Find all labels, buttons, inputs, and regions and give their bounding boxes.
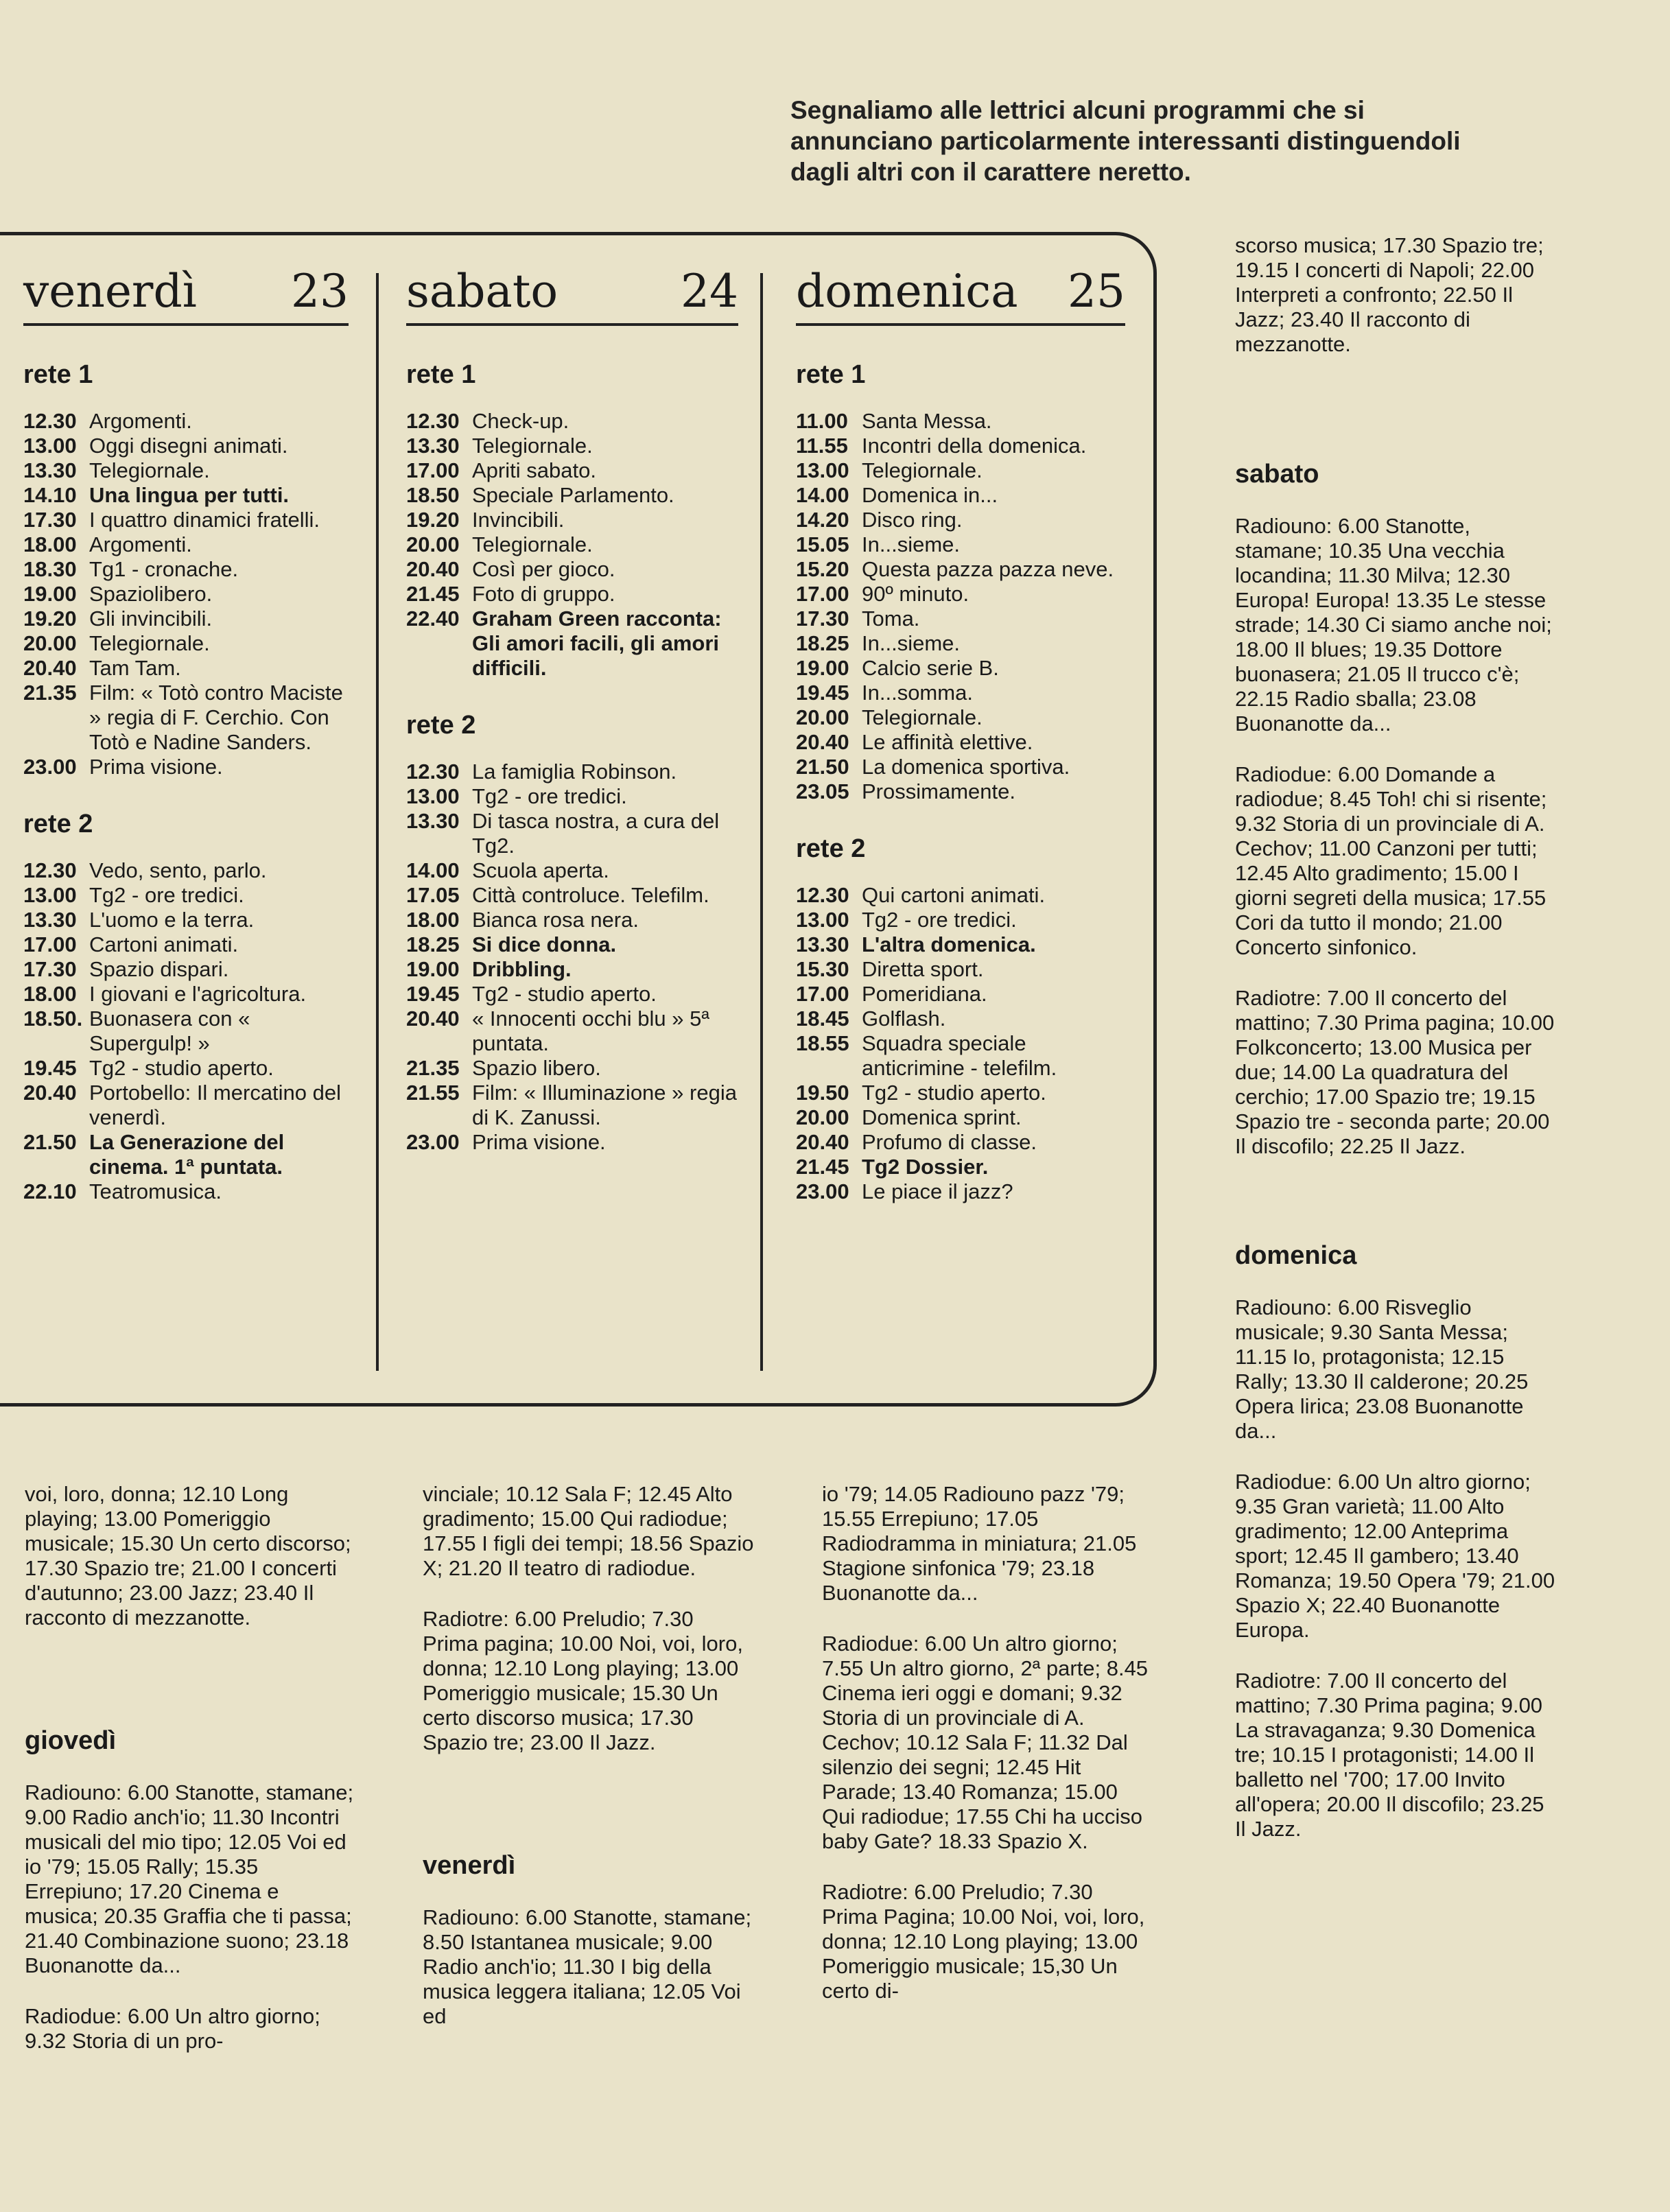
program-title: Diretta sport.	[862, 957, 984, 981]
program-row	[406, 483, 738, 508]
program-time: 19.20	[406, 508, 460, 532]
program-time: 19.50	[796, 1081, 849, 1105]
program-title: Cartoni animati.	[89, 932, 239, 956]
program-row	[406, 982, 738, 1007]
program-time: 23.00	[23, 755, 77, 779]
day-column-sunday	[796, 265, 1125, 1204]
program-row	[23, 1179, 349, 1204]
program-time: 22.10	[23, 1179, 77, 1203]
program-title: Tg2 - ore tredici.	[89, 883, 244, 907]
program-title: Scuola aperta.	[472, 858, 609, 882]
program-time: 20.40	[796, 1130, 849, 1154]
radio-bottom-column-2	[423, 1482, 755, 2055]
program-title: Check-up.	[472, 409, 569, 433]
program-title: Spaziolibero.	[89, 582, 213, 606]
day-name: venerdì	[23, 265, 197, 318]
radio-section-title: sabato	[1235, 460, 1319, 489]
program-row	[796, 532, 1125, 557]
program-title: Portobello: Il mercatino del venerdì.	[89, 1081, 342, 1129]
column-divider	[376, 273, 379, 1371]
program-title: Oggi disegni animati.	[89, 434, 288, 458]
program-time: 17.00	[796, 982, 849, 1006]
program-row	[406, 458, 738, 483]
program-row	[23, 681, 349, 755]
program-title: Apriti sabato.	[472, 458, 596, 482]
program-row	[406, 784, 738, 809]
day-number: 25	[1068, 265, 1125, 318]
radio-bottom-column-1	[25, 1482, 357, 2080]
program-time: 13.30	[406, 809, 460, 833]
program-row	[796, 1179, 1125, 1204]
radio-entry: Radiouno: 6.00 Risveglio musicale; 9.30 Santa Messa; 11.15 Io, protagonista; 12.15 Rally; 13.30 Il calderone; 20.25 Opera lirica; 23.08 Buonanotte da...	[1235, 1295, 1529, 1443]
radio-entry: Radiotre: 6.00 Preludio; 7.30 Prima pagina; 10.00 Noi, voi, loro, donna; 12.10 Long playing; 13.00 Pomeriggio musicale; 15.30 Un certo discorso musica; 17.30 Spazio tre; 23.00 Il Jazz.	[423, 1607, 743, 1754]
radio-continuation-text: scorso musica; 17.30 Spazio tre; 19.15 I concerti di Napoli; 22.00 Interpreti a confronto; 22.50 Il Jazz; 23.40 Il racconto di mezzanotte.	[1235, 233, 1544, 356]
program-time: 18.25	[796, 631, 849, 655]
program-time: 17.30	[23, 508, 77, 532]
program-time: 17.30	[23, 957, 77, 981]
program-time: 13.00	[23, 883, 77, 907]
program-title: La famiglia Robinson.	[472, 760, 677, 784]
program-title: Argomenti.	[89, 532, 192, 556]
program-title: Disco ring.	[862, 508, 963, 532]
program-row	[796, 458, 1125, 483]
program-row	[406, 434, 738, 458]
program-title: Tg2 - ore tredici.	[472, 784, 627, 808]
program-time: 18.55	[796, 1031, 849, 1055]
program-time: 18.00	[23, 532, 77, 556]
program-row	[23, 908, 349, 932]
program-title: La Generazione del cinema. 1ª puntata.	[89, 1130, 285, 1179]
channel-heading: rete 2	[23, 810, 93, 838]
radio-right-column	[1235, 233, 1560, 1868]
day-header	[796, 265, 1125, 326]
program-title: Tg2 - ore tredici.	[862, 908, 1017, 932]
program-row	[796, 483, 1125, 508]
program-time: 21.50	[23, 1130, 77, 1154]
program-row	[796, 409, 1125, 434]
radio-entry: Radiodue: 6.00 Un altro giorno; 9.35 Gran varietà; 11.00 Alto gradimento; 12.00 Anteprima sport; 12.45 Il gambero; 13.40 Romanza; 19.50 Opera '79; 21.00 Spazio X; 22.40 Buonanotte Europa.	[1235, 1470, 1555, 1642]
program-row	[23, 858, 349, 883]
program-title: Dribbling.	[472, 957, 572, 981]
program-row	[796, 932, 1125, 957]
program-time: 19.45	[23, 1056, 77, 1080]
program-title: Città controluce. Telefilm.	[472, 883, 709, 907]
program-title: In...sieme.	[862, 631, 960, 655]
program-title: Profumo di classe.	[862, 1130, 1037, 1154]
program-row	[406, 1056, 738, 1081]
program-time: 17.00	[796, 582, 849, 606]
program-title: Telegiornale.	[472, 434, 593, 458]
program-time: 23.05	[796, 779, 849, 803]
radio-section-title: domenica	[1235, 1241, 1357, 1270]
program-row	[406, 532, 738, 557]
program-title: Telegiornale.	[862, 458, 983, 482]
program-row	[796, 1130, 1125, 1155]
channel-heading: rete 2	[406, 711, 476, 740]
program-title: Telegiornale.	[89, 458, 210, 482]
program-title: Gli invincibili.	[89, 607, 213, 631]
program-time: 13.00	[796, 458, 849, 482]
program-time: 18.00	[23, 982, 77, 1006]
program-time: 12.30	[406, 409, 460, 433]
program-time: 11.55	[796, 434, 848, 458]
program-title: Invincibili.	[472, 508, 565, 532]
program-row	[796, 1155, 1125, 1179]
day-header	[23, 265, 349, 326]
radio-entry: Radiotre: 7.00 Il concerto del mattino; 7.30 Prima pagina; 9.00 La stravaganza; 9.30 Domenica tre; 10.15 I protagonisti; 14.00 Il balletto nel '700; 17.00 Invito all'opera; 20.00 Il discofilo; 23.25 Il Jazz.	[1235, 1669, 1544, 1841]
radio-section-title: venerdì	[423, 1851, 516, 1880]
program-row	[406, 760, 738, 784]
program-row	[406, 607, 738, 681]
program-time: 19.00	[23, 582, 77, 606]
program-row	[406, 908, 738, 932]
program-title: Tam Tam.	[89, 656, 181, 680]
program-title: Telegiornale.	[472, 532, 593, 556]
program-title: Teatromusica.	[89, 1179, 222, 1203]
program-title: Tg1 - cronache.	[89, 557, 239, 581]
program-title: Tg2 - studio aperto.	[472, 982, 657, 1006]
program-time: 19.45	[796, 681, 849, 705]
radio-continuation-text: io '79; 14.05 Radiouno pazz '79; 15.55 Errepiuno; 17.05 Radiodramma in miniatura; 21.05 Stagione sinfonica '79; 23.18 Buonanotte da...	[822, 1482, 1137, 1605]
program-title: I quattro dinamici fratelli.	[89, 508, 320, 532]
program-title: La domenica sportiva.	[862, 755, 1070, 779]
program-time: 20.00	[23, 631, 77, 655]
program-row	[796, 1105, 1125, 1130]
radio-continuation-text: voi, loro, donna; 12.10 Long playing; 13.00 Pomeriggio musicale; 15.30 Un certo discorso; 17.30 Spazio tre; 21.00 I concerti d'autunno; 23.00 Jazz; 23.40 Il racconto di mezzanotte.	[25, 1482, 351, 1629]
radio-entry: Radiodue: 6.00 Un altro giorno; 7.55 Un altro giorno, 2ª parte; 8.45 Cinema ieri oggi e domani; 9.32 Storia di un provinciale di A. Cechov; 10.12 Sala F; 11.32 Dal silenzio dei segni; 12.45 Hit Parade; 13.40 Romanza; 15.00 Qui radiodue; 17.55 Chi ha ucciso baby Gate? 18.33 Spazio X.	[822, 1632, 1149, 1853]
program-time: 20.40	[796, 730, 849, 754]
program-time: 21.35	[406, 1056, 460, 1080]
program-row	[796, 681, 1125, 705]
program-title: Prima visione.	[472, 1130, 606, 1154]
program-time: 23.00	[796, 1179, 849, 1203]
program-time: 21.45	[406, 582, 460, 606]
program-time: 19.00	[796, 656, 849, 680]
program-time: 12.30	[23, 858, 77, 882]
program-row	[406, 1130, 738, 1155]
channel-heading: rete 2	[796, 834, 866, 863]
channel-heading: rete 1	[23, 360, 93, 389]
program-row	[796, 631, 1125, 656]
program-title: Spazio libero.	[472, 1056, 601, 1080]
program-row	[23, 409, 349, 434]
radio-continuation-text: vinciale; 10.12 Sala F; 12.45 Alto gradimento; 15.00 Qui radiodue; 17.55 I figli dei tempi; 18.56 Spazio X; 21.20 Il teatro di radiodue.	[423, 1482, 754, 1580]
program-title: Buonasera con « Supergulp! »	[89, 1007, 250, 1055]
program-time: 12.30	[406, 760, 460, 784]
program-time: 11.00	[796, 409, 848, 433]
program-title: Qui cartoni animati.	[862, 883, 1046, 907]
day-header	[406, 265, 738, 326]
program-time: 18.00	[406, 908, 460, 932]
program-title: Tg2 - studio aperto.	[862, 1081, 1046, 1105]
program-time: 22.40	[406, 607, 460, 631]
program-time: 21.45	[796, 1155, 849, 1179]
program-title: Squadra speciale anticrimine - telefilm.	[862, 1031, 1057, 1080]
program-row	[23, 982, 349, 1007]
program-title: « Innocenti occhi blu » 5ª puntata.	[472, 1007, 709, 1055]
program-row	[23, 532, 349, 557]
program-title: Si dice donna.	[472, 932, 617, 956]
program-row	[406, 932, 738, 957]
program-title: Spazio dispari.	[89, 957, 229, 981]
program-row	[406, 858, 738, 883]
program-row	[796, 582, 1125, 607]
program-time: 21.50	[796, 755, 849, 779]
program-time: 17.30	[796, 607, 849, 631]
program-row	[796, 957, 1125, 982]
program-title: Prima visione.	[89, 755, 223, 779]
program-row	[23, 557, 349, 582]
program-row	[796, 434, 1125, 458]
program-time: 19.45	[406, 982, 460, 1006]
program-time: 13.00	[406, 784, 460, 808]
program-time: 14.00	[406, 858, 460, 882]
program-title: L'altra domenica.	[862, 932, 1036, 956]
program-title: Tg2 - studio aperto.	[89, 1056, 274, 1080]
program-title: Le affinità elettive.	[862, 730, 1033, 754]
program-row	[406, 1007, 738, 1056]
radio-entry: Radiodue: 6.00 Domande a radiodue; 8.45 Toh! chi si risente; 9.32 Storia di un provinciale di A. Cechov; 11.00 Canzoni per tutti; 12.45 Alto gradimento; 15.00 I giorni segreti della musica; 17.55 Cori da tutto il mondo; 21.00 Concerto sinfonico.	[1235, 762, 1547, 959]
program-row	[406, 957, 738, 982]
radio-section-title: giovedì	[25, 1726, 117, 1755]
program-row	[23, 631, 349, 656]
program-title: Calcio serie B.	[862, 656, 999, 680]
program-time: 13.00	[23, 434, 77, 458]
program-title: Graham Green racconta: Gli amori facili, gli amori difficili.	[472, 607, 722, 680]
program-time: 15.20	[796, 557, 849, 581]
program-title: Film: « Totò contro Maciste » regia di F. Cerchio. Con Totò e Nadine Sanders.	[89, 681, 343, 754]
program-time: 13.30	[23, 458, 77, 482]
program-time: 19.20	[23, 607, 77, 631]
program-time: 18.45	[796, 1007, 849, 1031]
program-title: Pomeridiana.	[862, 982, 987, 1006]
radio-bottom-column-3	[822, 1482, 1154, 2029]
program-time: 17.00	[23, 932, 77, 956]
program-row	[23, 932, 349, 957]
program-title: Una lingua per tutti.	[89, 483, 290, 507]
program-time: 14.20	[796, 508, 849, 532]
program-time: 20.00	[406, 532, 460, 556]
program-row	[23, 1130, 349, 1179]
program-time: 20.40	[23, 1081, 77, 1105]
program-time: 12.30	[796, 883, 849, 907]
program-title: Santa Messa.	[862, 409, 992, 433]
program-title: Film: « Illuminazione » regia di K. Zanussi.	[472, 1081, 737, 1129]
program-title: Golflash.	[862, 1007, 946, 1031]
program-time: 20.40	[406, 1007, 460, 1031]
program-time: 23.00	[406, 1130, 460, 1154]
program-title: Incontri della domenica.	[862, 434, 1087, 458]
program-title: Prossimamente.	[862, 779, 1015, 803]
program-row	[796, 607, 1125, 631]
program-title: Domenica in...	[862, 483, 998, 507]
program-row	[796, 508, 1125, 532]
day-number: 23	[291, 265, 349, 318]
program-title: Domenica sprint.	[862, 1105, 1022, 1129]
program-row	[406, 883, 738, 908]
program-row	[23, 1081, 349, 1130]
radio-entry: Radiouno: 6.00 Stanotte, stamane; 8.50 Istantanea musicale; 9.00 Radio anch'io; 11.30 I big della musica leggera italiana; 12.05 Voi ed	[423, 1905, 752, 2028]
program-title: Telegiornale.	[862, 705, 983, 729]
day-name: sabato	[406, 265, 558, 318]
program-row	[406, 1081, 738, 1130]
program-title: Argomenti.	[89, 409, 192, 433]
program-row	[796, 1031, 1125, 1081]
program-title: Di tasca nostra, a cura del Tg2.	[472, 809, 720, 858]
program-row	[23, 508, 349, 532]
day-name: domenica	[796, 265, 1018, 318]
program-row	[23, 1007, 349, 1056]
program-row	[796, 705, 1125, 730]
program-title: L'uomo e la terra.	[89, 908, 255, 932]
program-title: Questa pazza pazza neve.	[862, 557, 1114, 581]
program-time: 20.40	[406, 557, 460, 581]
channel-heading: rete 1	[406, 360, 476, 389]
program-row	[406, 557, 738, 582]
program-row	[23, 434, 349, 458]
program-title: Vedo, sento, parlo.	[89, 858, 267, 882]
radio-entry: Radiotre: 6.00 Preludio; 7.30 Prima Pagina; 10.00 Noi, voi, loro, donna; 12.10 Long playing; 13.00 Pomeriggio musicale; 15,30 Un certo di-	[822, 1880, 1145, 2003]
program-time: 18.50	[406, 483, 460, 507]
program-row	[796, 730, 1125, 755]
program-title: In...somma.	[862, 681, 973, 705]
program-row	[23, 458, 349, 483]
program-row	[796, 557, 1125, 582]
program-time: 20.00	[796, 705, 849, 729]
program-title: Telegiornale.	[89, 631, 210, 655]
program-row	[23, 755, 349, 779]
program-row	[23, 483, 349, 508]
program-time: 13.00	[796, 908, 849, 932]
program-title: Foto di gruppo.	[472, 582, 615, 606]
radio-entry: Radiodue: 6.00 Un altro giorno; 9.32 Storia di un pro-	[25, 2004, 320, 2053]
program-time: 17.05	[406, 883, 460, 907]
program-row	[406, 582, 738, 607]
program-row	[796, 779, 1125, 804]
program-title: 90º minuto.	[862, 582, 969, 606]
program-time: 13.30	[23, 908, 77, 932]
program-row	[23, 957, 349, 982]
program-time: 13.30	[406, 434, 460, 458]
program-title: Toma.	[862, 607, 920, 631]
radio-entry: Radiouno: 6.00 Stanotte, stamane; 9.00 Radio anch'io; 11.30 Incontri musicali del mio tipo; 12.05 Voi ed io '79; 15.05 Rally; 15.35 Errepiuno; 17.20 Cinema e musica; 20.35 Graffia che ti passa; 21.40 Combinazione suono; 23.18 Buonanotte da...	[25, 1780, 354, 1977]
program-title: Le piace il jazz?	[862, 1179, 1013, 1203]
program-row	[23, 607, 349, 631]
column-divider	[760, 273, 763, 1371]
program-row	[796, 656, 1125, 681]
radio-entry: Radiotre: 7.00 Il concerto del mattino; 7.30 Prima pagina; 10.00 Folkconcerto; 13.00 Musica per due; 14.00 La quadratura del cerchio; 17.00 Spazio tre; 19.15 Spazio tre - seconda parte; 20.00 Il discofilo; 22.25 Il Jazz.	[1235, 986, 1555, 1158]
program-time: 15.30	[796, 957, 849, 981]
program-time: 14.00	[796, 483, 849, 507]
intro-note: Segnaliamo alle lettrici alcuni programmi che si annunciano particolarmente interessanti distinguendoli dagli altri con il carattere neretto.	[790, 96, 1461, 186]
program-row	[796, 908, 1125, 932]
radio-entry: Radiouno: 6.00 Stanotte, stamane; 10.35 Una vecchia locandina; 11.30 Milva; 12.30 Europa! Europa! 13.35 Le stesse strade; 14.30 Ci siamo anche noi; 18.00 Il blues; 19.35 Dottore buonasera; 21.05 Il trucco c'è; 22.15 Radio sballa; 23.08 Buonanotte da...	[1235, 514, 1552, 736]
program-time: 15.05	[796, 532, 849, 556]
program-row	[796, 883, 1125, 908]
day-number: 24	[681, 265, 738, 318]
program-title: Tg2 Dossier.	[862, 1155, 989, 1179]
program-row	[406, 809, 738, 858]
program-row	[23, 883, 349, 908]
program-time: 20.00	[796, 1105, 849, 1129]
program-row	[23, 1056, 349, 1081]
program-time: 17.00	[406, 458, 460, 482]
day-column-saturday	[406, 265, 738, 1155]
program-time: 14.10	[23, 483, 77, 507]
program-title: Speciale Parlamento.	[472, 483, 674, 507]
program-title: Così per gioco.	[472, 557, 615, 581]
program-row	[796, 1007, 1125, 1031]
channel-heading: rete 1	[796, 360, 866, 389]
program-time: 18.50.	[23, 1007, 83, 1031]
program-row	[406, 508, 738, 532]
program-time: 21.55	[406, 1081, 460, 1105]
program-title: I giovani e l'agricoltura.	[89, 982, 307, 1006]
day-column-friday	[23, 265, 349, 1204]
program-title: In...sieme.	[862, 532, 960, 556]
program-row	[23, 582, 349, 607]
program-row	[796, 1081, 1125, 1105]
program-title: Bianca rosa nera.	[472, 908, 639, 932]
program-time: 19.00	[406, 957, 460, 981]
program-row	[796, 755, 1125, 779]
program-time: 12.30	[23, 409, 77, 433]
program-row	[23, 656, 349, 681]
program-row	[406, 409, 738, 434]
program-time: 18.25	[406, 932, 460, 956]
program-row	[796, 982, 1125, 1007]
program-time: 21.35	[23, 681, 77, 705]
program-time: 13.30	[796, 932, 849, 956]
program-time: 18.30	[23, 557, 77, 581]
program-time: 20.40	[23, 656, 77, 680]
